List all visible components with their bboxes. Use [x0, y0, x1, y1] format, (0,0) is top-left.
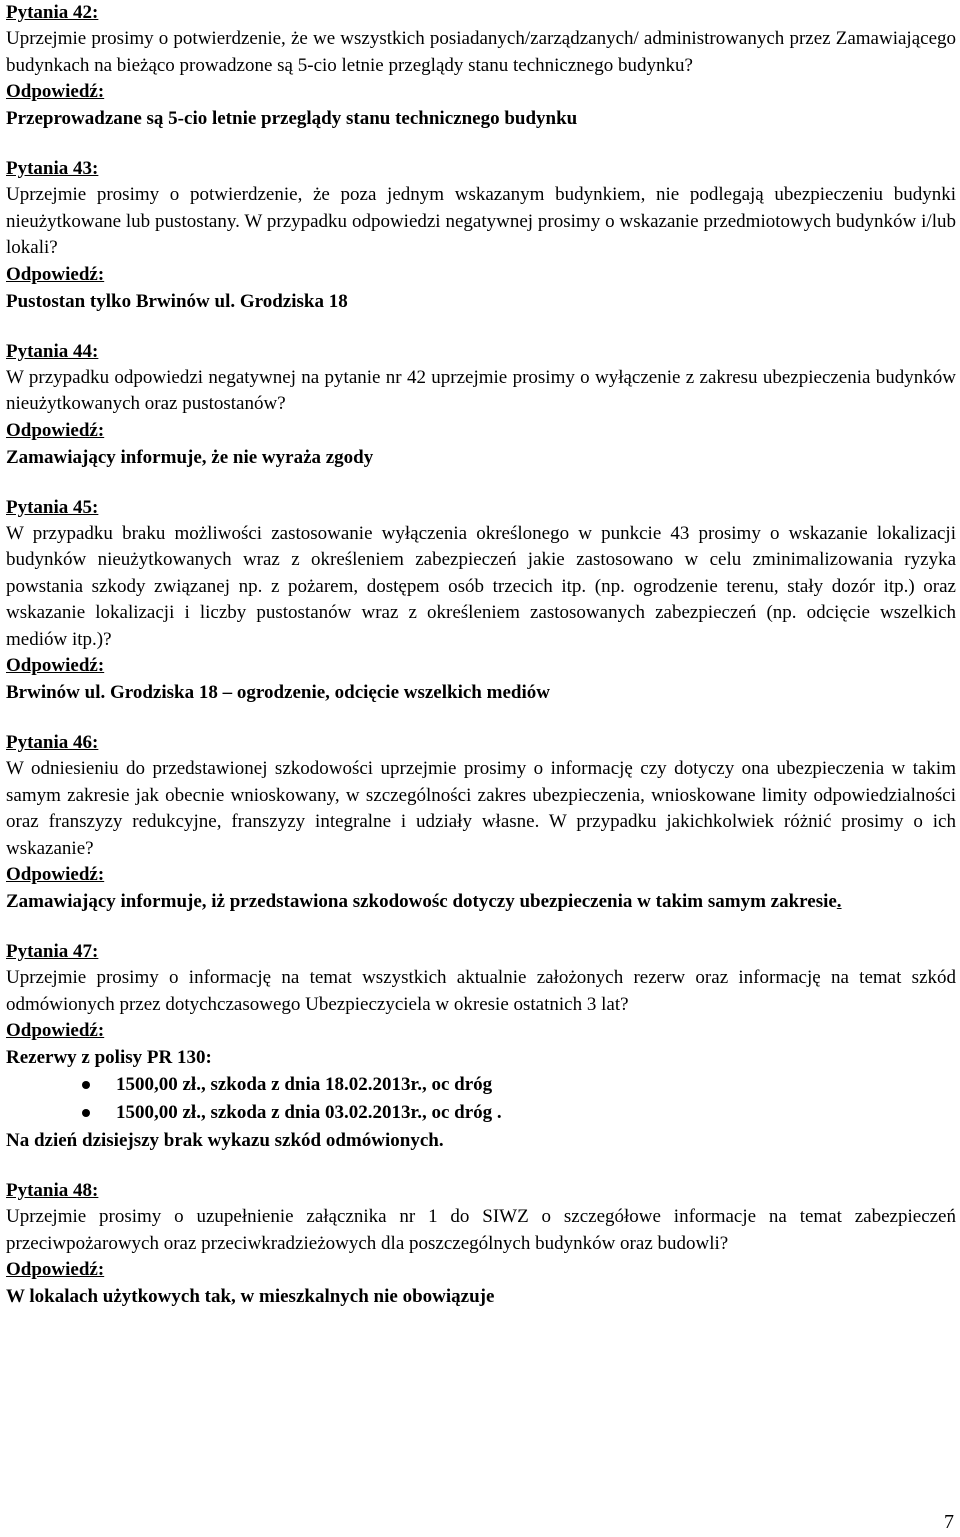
answer-heading: Odpowiedź: [6, 655, 105, 676]
question-43 [6, 156, 956, 315]
question-44 [6, 339, 956, 471]
question-heading: Pytania 47: [6, 941, 99, 962]
question-47 [6, 939, 956, 1154]
question-45 [6, 495, 956, 707]
page-number: 7 [944, 1511, 954, 1533]
question-heading: Pytania 42: [6, 2, 99, 23]
question-heading: Pytania 46: [6, 732, 99, 753]
list-item [116, 1099, 956, 1127]
answer-text [6, 888, 956, 915]
list-item-text: 1500,00 zł., szkoda z dnia 03.02.2013r., oc dróg . [116, 1102, 502, 1123]
bullet-icon [82, 1109, 90, 1117]
answer-heading: Odpowiedź: [6, 419, 105, 441]
question-text: W przypadku braku możliwości zastosowanie wyłączenia określonego w punkcie 43 prosimy o wskazanie lokalizacji budynków nieużytkowanych wraz z określeniem zabezpieczeń jakie zastosowano w celu zminimalizowania ryzyka powstania szkody związanej np. z pożarem, dostępem osób trzecich itp. (np. ogrodzenie terenu, stały dozór itp.) oraz wskazanie lokalizacji i liczby pustostanów wraz z określeniem zastosowanych zabezpieczeń (np. odcięcie wszelkich mediów itp.)? [6, 522, 956, 650]
answer-heading: Odpowiedź: [6, 864, 105, 885]
list-item-text: 1500,00 zł., szkoda z dnia 18.02.2013r., oc dróg [116, 1074, 493, 1095]
reserves-list [6, 1071, 956, 1127]
answer-text: Przeprowadzane są 5-cio letnie przeglądy stanu technicznego budynku [6, 108, 578, 129]
answer-heading: Odpowiedź: [6, 1020, 105, 1041]
answer-heading: Odpowiedź: [6, 263, 105, 285]
document-page [6, 0, 956, 1334]
question-heading: Pytania 48: [6, 1180, 99, 1201]
answer-text: Pustostan tylko Brwinów ul. Grodziska 18 [6, 290, 348, 312]
answer-text: Brwinów ul. Grodziska 18 – ogrodzenie, odcięcie wszelkich mediów [6, 682, 550, 703]
question-heading: Pytania 45: [6, 496, 99, 518]
answer-text: Rezerwy z polisy PR 130: [6, 1047, 212, 1068]
question-text: Uprzejmie prosimy o uzupełnienie załącznika nr 1 do SIWZ o szczegółowe informacje na temat zabezpieczeń przeciwpożarowych oraz przeciwkradzieżowych dla poszczególnych budynków oraz budowli? [6, 1206, 956, 1254]
answer-heading: Odpowiedź: [6, 1259, 105, 1280]
bullet-icon [82, 1081, 90, 1089]
answer-heading: Odpowiedź: [6, 81, 105, 102]
question-text: Uprzejmie prosimy o potwierdzenie, że we wszystkich posiadanych/zarządzanych/ administrowanych przez Zamawiającego budynkach na bieżąco prowadzone są 5-cio letnie przeglądy stanu technicznego budynku? [6, 28, 956, 76]
question-48 [6, 1178, 956, 1310]
answer-underlined-period: . [836, 891, 842, 912]
question-text: W przypadku odpowiedzi negatywnej na pytanie nr 42 uprzejmie prosimy o wyłączenie z zakresu ubezpieczenia budynków nieużytkowanych oraz pustostanów? [6, 366, 956, 414]
answer-text: Zamawiający informuje, że nie wyraża zgody [6, 446, 374, 468]
answer-main-text: Zamawiający informuje, iż przedstawiona szkodowośc dotyczy ubezpieczenia w takim samym zakresie [6, 891, 837, 912]
question-46 [6, 730, 956, 915]
question-text: Uprzejmie prosimy o potwierdzenie, że poza jednym wskazanym budynkiem, nie podlegają ubezpieczeniu budynki nieużytkowane lub pustostany. W przypadku odpowiedzi negatywnej prosimy o wskazanie przedmiotowych budynków i/lub lokali? [6, 184, 956, 258]
question-heading: Pytania 44: [6, 340, 99, 362]
question-text: W odniesieniu do przedstawionej szkodowości uprzejmie prosimy o informację czy dotyczy ona ubezpieczenia w takim samym zakresie jak obecnie wnioskowany, w szczególności zakres ubezpieczenia, wnioskowane limity odpowiedzialności oraz franszyzy redukcyjne, franszyzy integralne i udziały własne. W przypadku jakichkolwiek różnić prosimy o ich wskazanie? [6, 758, 956, 859]
list-item [116, 1071, 956, 1099]
answer-text: W lokalach użytkowych tak, w mieszkalnych nie obowiązuje [6, 1286, 495, 1307]
question-heading: Pytania 43: [6, 158, 99, 179]
answer-after-text: Na dzień dzisiejszy brak wykazu szkód odmówionych. [6, 1130, 444, 1151]
question-42 [6, 0, 956, 132]
question-text: Uprzejmie prosimy o informację na temat wszystkich aktualnie założonych rezerw oraz informację na temat szkód odmówionych przez dotychczasowego Ubezpieczyciela w okresie ostatnich 3 lat? [6, 967, 956, 1015]
